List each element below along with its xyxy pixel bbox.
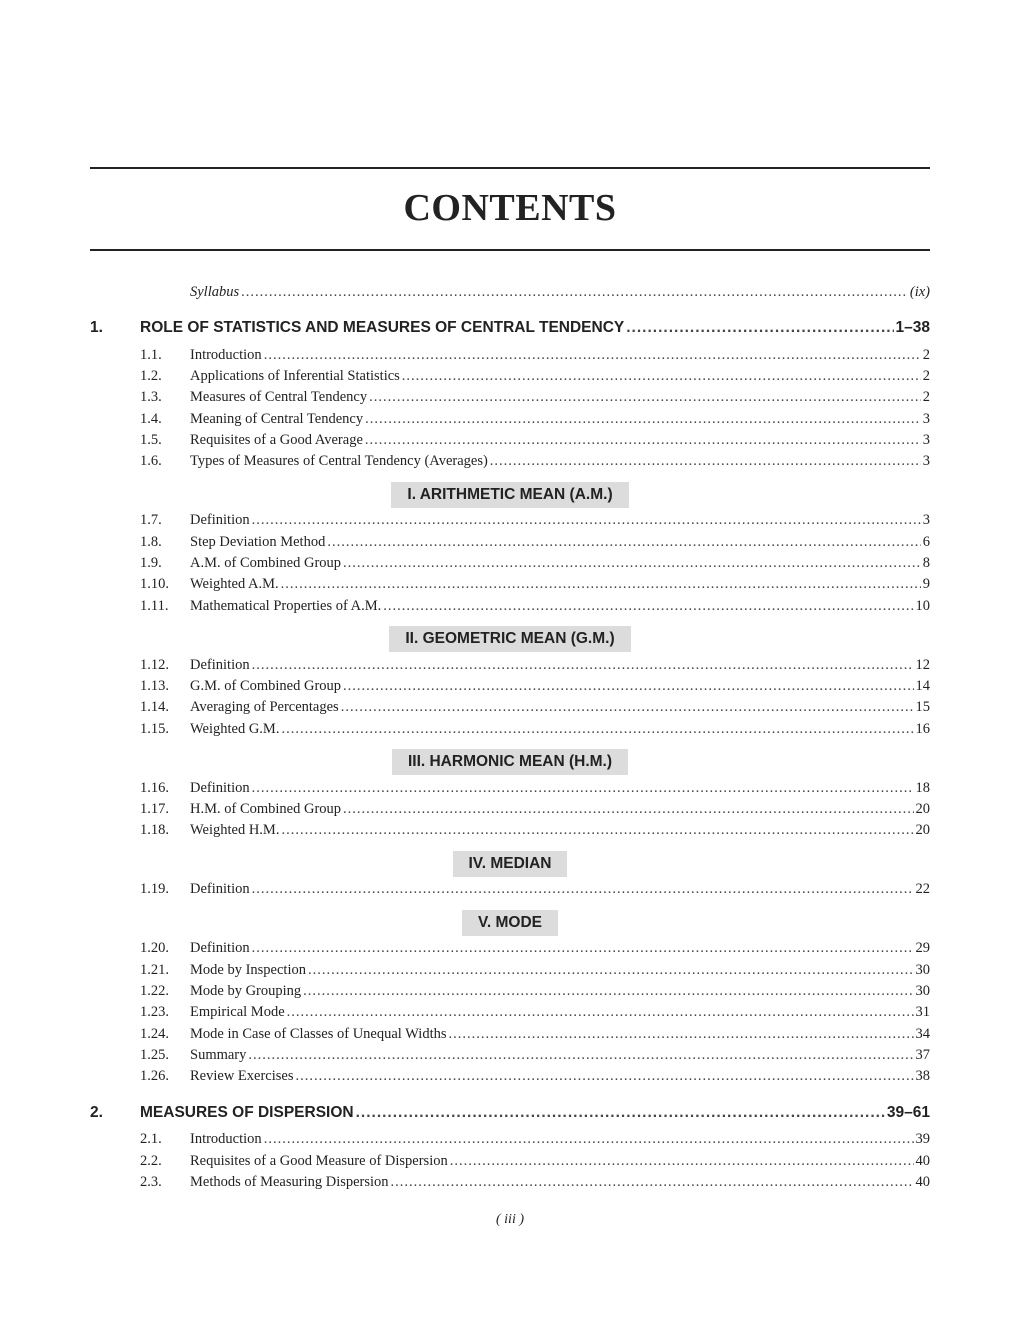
entry-title: Step Deviation Method — [190, 534, 326, 550]
leader-dots — [343, 801, 913, 818]
entry-page: 14 — [915, 678, 930, 694]
top-rule — [90, 167, 930, 169]
entry-title: Mode by Inspection — [190, 962, 306, 978]
entry-page: 22 — [915, 881, 930, 897]
toc-entry[interactable] — [90, 1174, 930, 1194]
entry-number: 1.12. — [140, 657, 169, 673]
leader-dots — [252, 657, 914, 674]
entry-page: 3 — [922, 453, 930, 469]
leader-dots — [252, 780, 914, 797]
entry-number: 1.26. — [140, 1068, 169, 1084]
entry-title: Introduction — [190, 1131, 262, 1147]
leader-dots — [365, 411, 921, 428]
entry-page: 9 — [922, 576, 930, 592]
toc-entry[interactable] — [90, 1004, 930, 1024]
entry-title: A.M. of Combined Group — [190, 555, 342, 571]
entry-page: 29 — [915, 940, 930, 956]
entry-number: 2.2. — [140, 1153, 162, 1169]
chapter-title: MEASURES OF DISPERSION — [140, 1104, 354, 1121]
toc-entry[interactable] — [90, 678, 930, 698]
leader-dots — [356, 1104, 885, 1122]
entry-title: H.M. of Combined Group — [190, 801, 342, 817]
page-title: CONTENTS — [403, 187, 617, 229]
entry-title: Types of Measures of Central Tendency (Averages) — [190, 453, 488, 469]
section-heading-mode — [0, 910, 1020, 936]
syllabus-label: Syllabus — [190, 284, 240, 300]
entry-number: 1.14. — [140, 699, 169, 715]
leader-dots — [264, 347, 921, 364]
toc-entry[interactable] — [90, 512, 930, 532]
toc-entry[interactable] — [90, 780, 930, 800]
entry-title: Meaning of Central Tendency — [190, 411, 364, 427]
section-heading-geometric-mean — [0, 626, 1020, 652]
entry-page: 2 — [922, 368, 930, 384]
chapter-number: 1. — [90, 319, 103, 336]
entry-page: 38 — [915, 1068, 930, 1084]
entry-number: 1.11. — [140, 598, 169, 614]
entry-number: 1.5. — [140, 432, 162, 448]
leader-dots — [252, 512, 921, 529]
entry-title: Review Exercises — [190, 1068, 294, 1084]
entry-title: Mode in Case of Classes of Unequal Widths — [190, 1026, 447, 1042]
leader-dots — [391, 1174, 914, 1191]
entry-title: Summary — [190, 1047, 247, 1063]
entry-number: 1.16. — [140, 780, 169, 796]
entry-number: 1.18. — [140, 822, 169, 838]
leader-dots — [287, 1004, 914, 1021]
toc-entry[interactable] — [90, 347, 930, 367]
entry-title: Empirical Mode — [190, 1004, 285, 1020]
entry-number: 1.22. — [140, 983, 169, 999]
toc-entry[interactable] — [90, 598, 930, 618]
entry-page: 3 — [922, 411, 930, 427]
entry-number: 1.3. — [140, 389, 162, 405]
entry-number: 1.15. — [140, 721, 169, 737]
leader-dots — [295, 1068, 913, 1085]
entry-page: 30 — [915, 962, 930, 978]
toc-entry[interactable] — [90, 534, 930, 554]
leader-dots — [365, 432, 921, 449]
entry-number: 2.1. — [140, 1131, 162, 1147]
leader-dots — [281, 721, 913, 738]
entry-title: Weighted A.M. — [190, 576, 279, 592]
toc-entry[interactable] — [90, 801, 930, 821]
leader-dots — [369, 389, 921, 406]
entry-page: 34 — [915, 1026, 930, 1042]
leader-dots — [450, 1153, 914, 1170]
toc-entry[interactable] — [90, 1068, 930, 1088]
toc-entry[interactable] — [90, 411, 930, 431]
toc-entry[interactable] — [90, 983, 930, 1003]
entry-number: 1.9. — [140, 555, 162, 571]
toc-entry[interactable] — [90, 881, 930, 901]
entry-title: Definition — [190, 940, 250, 956]
leader-dots — [281, 576, 921, 593]
section-heading-harmonic-mean — [0, 749, 1020, 775]
toc-entry[interactable] — [90, 1047, 930, 1067]
entry-page: 16 — [915, 721, 930, 737]
entry-page: 3 — [922, 512, 930, 528]
entry-page: 12 — [915, 657, 930, 673]
toc-entry[interactable] — [90, 368, 930, 388]
entry-title: Methods of Measuring Dispersion — [190, 1174, 389, 1190]
toc-entry[interactable] — [90, 1153, 930, 1173]
entry-title: Mathematical Properties of A.M. — [190, 598, 382, 614]
section-label: III. HARMONIC MEAN (H.M.) — [392, 749, 628, 775]
entry-number: 1.4. — [140, 411, 162, 427]
section-label: II. GEOMETRIC MEAN (G.M.) — [389, 626, 630, 652]
entry-page: 40 — [915, 1174, 930, 1190]
entry-page: 15 — [915, 699, 930, 715]
entry-page: 20 — [915, 822, 930, 838]
toc-entry[interactable] — [90, 1026, 930, 1046]
leader-dots — [449, 1026, 914, 1043]
leader-dots — [308, 962, 914, 979]
entry-number: 1.1. — [140, 347, 162, 363]
page-number: ( iii ) — [496, 1212, 524, 1227]
section-heading-median — [0, 851, 1020, 877]
entry-page: 18 — [915, 780, 930, 796]
entry-page: 20 — [915, 801, 930, 817]
entry-title: Weighted G.M. — [190, 721, 280, 737]
leader-dots — [264, 1131, 914, 1148]
chapter-row[interactable] — [90, 1104, 930, 1124]
entry-number: 1.13. — [140, 678, 169, 694]
entry-number: 1.23. — [140, 1004, 169, 1020]
section-heading-arithmetic-mean — [0, 482, 1020, 508]
entry-number: 1.10. — [140, 576, 169, 592]
entry-number: 1.24. — [140, 1026, 169, 1042]
entry-page: 2 — [922, 389, 930, 405]
leader-dots — [252, 940, 914, 957]
entry-number: 1.25. — [140, 1047, 169, 1063]
toc-entry[interactable] — [90, 432, 930, 452]
entry-page: 3 — [922, 432, 930, 448]
toc-entry[interactable] — [90, 389, 930, 409]
leader-dots — [327, 534, 920, 551]
entry-title: Requisites of a Good Measure of Dispersion — [190, 1153, 448, 1169]
entry-number: 1.2. — [140, 368, 162, 384]
entry-number: 1.8. — [140, 534, 162, 550]
entry-number: 1.6. — [140, 453, 162, 469]
entry-title: Definition — [190, 512, 250, 528]
toc-entry[interactable] — [90, 721, 930, 741]
leader-dots — [241, 284, 908, 301]
entry-number: 1.20. — [140, 940, 169, 956]
leader-dots — [281, 822, 913, 839]
section-label: IV. MEDIAN — [453, 851, 568, 877]
leader-dots — [252, 881, 914, 898]
chapter-row[interactable] — [90, 319, 930, 339]
leader-dots — [490, 453, 921, 470]
entry-page: 8 — [922, 555, 930, 571]
leader-dots — [341, 699, 914, 716]
entry-title: Definition — [190, 881, 250, 897]
entry-title: G.M. of Combined Group — [190, 678, 342, 694]
chapter-pages: 1–38 — [895, 319, 930, 336]
entry-number: 1.17. — [140, 801, 169, 817]
entry-page: 31 — [915, 1004, 930, 1020]
leader-dots — [383, 598, 913, 615]
entry-number: 1.19. — [140, 881, 169, 897]
toc-entry[interactable] — [90, 699, 930, 719]
entry-page: 40 — [915, 1153, 930, 1169]
entry-title: Mode by Grouping — [190, 983, 302, 999]
leader-dots — [343, 555, 921, 572]
leader-dots — [303, 983, 913, 1000]
entry-page: 6 — [922, 534, 930, 550]
toc-entry[interactable] — [90, 1131, 930, 1151]
entry-page: 10 — [915, 598, 930, 614]
toc-entry[interactable] — [90, 657, 930, 677]
leader-dots — [626, 319, 893, 337]
entry-title: Requisites of a Good Average — [190, 432, 363, 448]
entry-page: 39 — [915, 1131, 930, 1147]
entry-number: 2.3. — [140, 1174, 162, 1190]
entry-title: Weighted H.M. — [190, 822, 280, 838]
entry-title: Averaging of Percentages — [190, 699, 339, 715]
leader-dots — [248, 1047, 913, 1064]
chapter-title: ROLE OF STATISTICS AND MEASURES OF CENTRAL TENDENCY — [140, 319, 625, 336]
entry-title: Applications of Inferential Statistics — [190, 368, 400, 384]
toc-entry[interactable] — [90, 940, 930, 960]
entry-title: Introduction — [190, 347, 262, 363]
toc-entry[interactable] — [90, 822, 930, 842]
toc-entry[interactable] — [90, 962, 930, 982]
entry-page: 30 — [915, 983, 930, 999]
syllabus-row[interactable] — [90, 284, 930, 304]
section-label: V. MODE — [462, 910, 558, 936]
entry-title: Definition — [190, 657, 250, 673]
toc-entry[interactable] — [90, 555, 930, 575]
bottom-rule — [90, 249, 930, 251]
chapter-number: 2. — [90, 1104, 103, 1121]
syllabus-page: (ix) — [909, 284, 930, 300]
toc-entry[interactable] — [90, 576, 930, 596]
entry-title: Measures of Central Tendency — [190, 389, 368, 405]
entry-page: 2 — [922, 347, 930, 363]
leader-dots — [402, 368, 921, 385]
entry-number: 1.21. — [140, 962, 169, 978]
section-label: I. ARITHMETIC MEAN (A.M.) — [391, 482, 628, 508]
entry-title: Definition — [190, 780, 250, 796]
toc-entry[interactable] — [90, 453, 930, 473]
entry-number: 1.7. — [140, 512, 162, 528]
chapter-pages: 39–61 — [886, 1104, 930, 1121]
leader-dots — [343, 678, 913, 695]
entry-page: 37 — [915, 1047, 930, 1063]
